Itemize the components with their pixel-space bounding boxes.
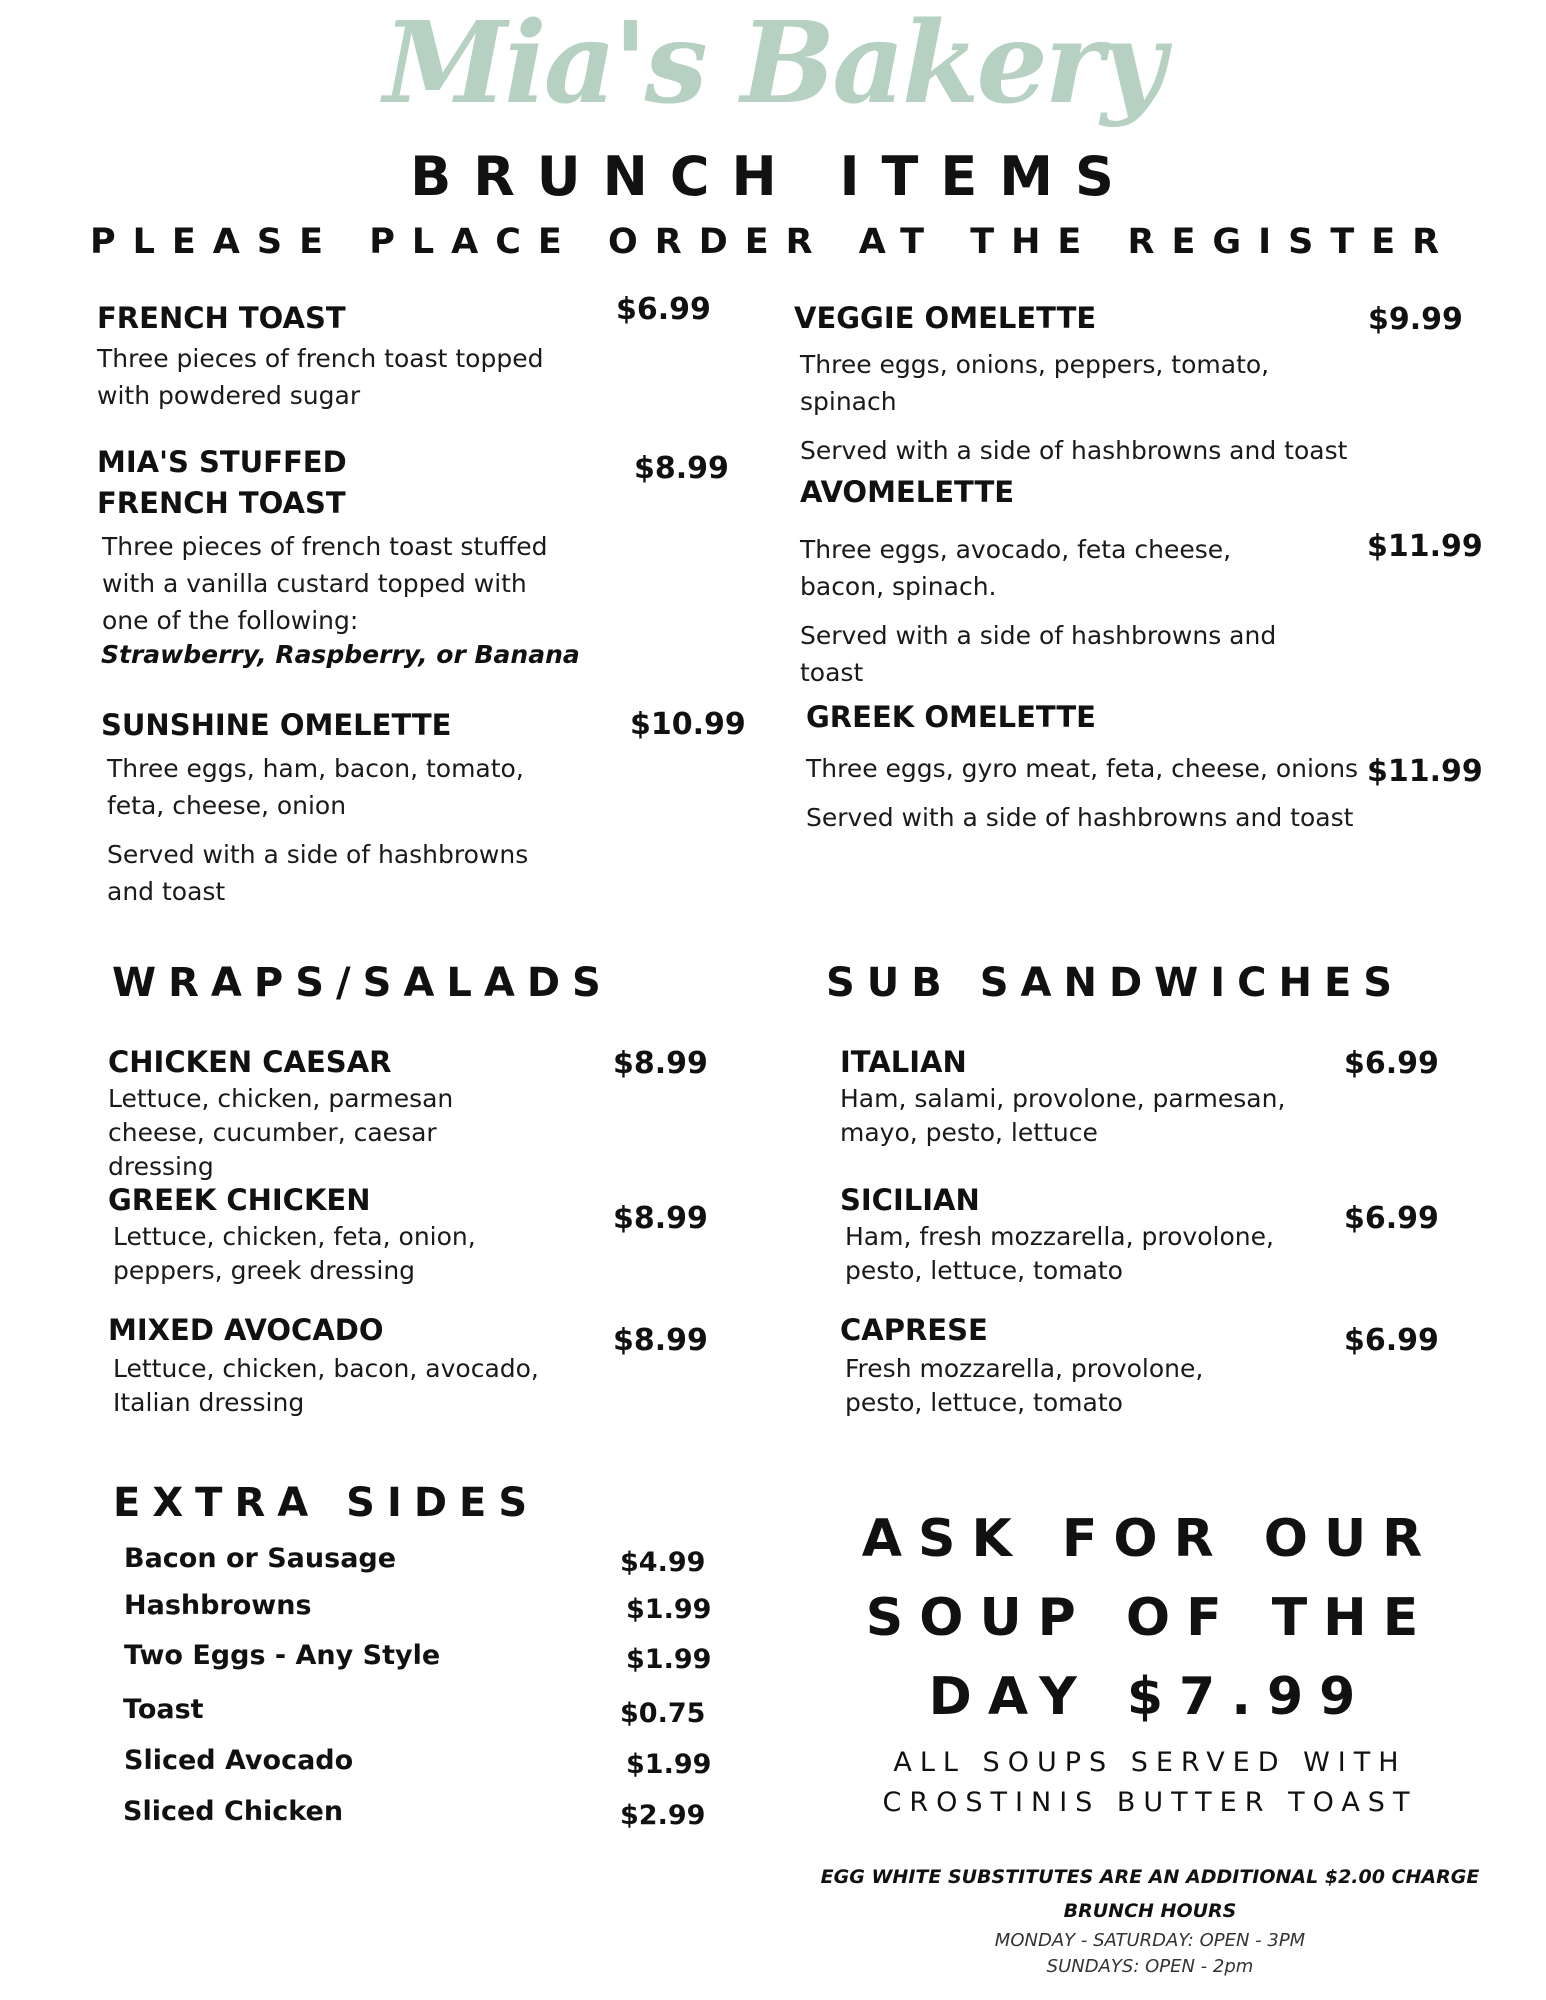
side-price-bacon-sausage: $4.99 xyxy=(620,1547,706,1578)
side-name-sliced-chicken: Sliced Chicken xyxy=(123,1796,344,1827)
egg-white-note: EGG WHITE SUBSTITUTES ARE AN ADDITIONAL $2.00 CHARGE xyxy=(820,1866,1480,1888)
side-price-toast: $0.75 xyxy=(620,1698,706,1729)
item-options-stuffed-french-toast: Strawberry, Raspberry, or Banana xyxy=(101,640,580,669)
soup-of-the-day-promo xyxy=(790,1500,1510,1823)
soup-line-1: ASK FOR OUR xyxy=(861,1509,1439,1569)
section-heading-wraps-salads: WRAPS/SALADS xyxy=(112,960,613,1006)
item-price-italian: $6.99 xyxy=(1344,1046,1439,1081)
item-price-greek-omelette: $11.99 xyxy=(1367,754,1483,789)
item-desc-caprese: Fresh mozzarella, provolone, pesto, lettuce, tomato xyxy=(845,1354,1204,1417)
side-name-bacon-sausage: Bacon or Sausage xyxy=(124,1543,397,1574)
item-desc-sunshine-omelette: Three eggs, ham, bacon, tomato, feta, cheese, onion Served with a side of hashbrowns and toast xyxy=(107,754,529,906)
item-name-stuffed-french-toast-line2: FRENCH TOAST xyxy=(97,486,346,520)
item-name-stuffed-french-toast-line1: MIA'S STUFFED xyxy=(97,445,347,479)
side-price-two-eggs: $1.99 xyxy=(626,1644,712,1675)
item-price-veggie-omelette: $9.99 xyxy=(1368,302,1463,337)
footer-notes xyxy=(790,1862,1510,1980)
item-desc-veggie-omelette: Three eggs, onions, peppers, tomato, spinach Served with a side of hashbrowns and toast xyxy=(800,350,1348,465)
menu-subtitle: PLEASE PLACE ORDER AT THE REGISTER xyxy=(89,222,1457,262)
item-name-greek-omelette: GREEK OMELETTE xyxy=(806,700,1096,734)
item-name-veggie-omelette: VEGGIE OMELETTE xyxy=(794,301,1097,335)
side-name-hashbrowns: Hashbrowns xyxy=(124,1590,312,1621)
item-price-chicken-caesar: $8.99 xyxy=(613,1046,708,1081)
soup-line-2: SOUP OF THE xyxy=(865,1588,1435,1648)
item-name-mixed-avocado: MIXED AVOCADO xyxy=(108,1313,384,1347)
side-price-sliced-avocado: $1.99 xyxy=(626,1749,712,1780)
menu-title: BRUNCH ITEMS xyxy=(410,145,1136,208)
item-desc-greek-omelette: Three eggs, gyro meat, feta, cheese, onions Served with a side of hashbrowns and toast xyxy=(806,754,1359,832)
item-price-stuffed-french-toast: $8.99 xyxy=(634,451,729,486)
soup-sub-line-2: CROSTINIS BUTTER TOAST xyxy=(882,1787,1418,1818)
hours-weekday: MONDAY - SATURDAY: OPEN - 3PM xyxy=(994,1930,1306,1951)
item-desc-avomelette: Three eggs, avocado, feta cheese, bacon, spinach. Served with a side of hashbrowns and toast xyxy=(800,535,1277,687)
side-name-two-eggs: Two Eggs - Any Style xyxy=(124,1640,441,1671)
item-name-caprese: CAPRESE xyxy=(840,1313,988,1347)
item-desc-stuffed-french-toast: Three pieces of french toast stuffed with a vanilla custard topped with one of the following: xyxy=(102,532,548,635)
hours-sunday: SUNDAYS: OPEN - 2pm xyxy=(1046,1956,1254,1977)
item-desc-greek-chicken: Lettuce, chicken, feta, onion, peppers, greek dressing xyxy=(113,1222,476,1285)
item-price-avomelette: $11.99 xyxy=(1367,529,1483,564)
soup-sub-line-1: ALL SOUPS SERVED WITH xyxy=(893,1747,1407,1778)
item-name-greek-chicken: GREEK CHICKEN xyxy=(108,1183,371,1217)
item-name-avomelette: AVOMELETTE xyxy=(800,475,1015,509)
item-desc-sicilian: Ham, fresh mozzarella, provolone, pesto, lettuce, tomato xyxy=(845,1222,1274,1285)
item-price-greek-chicken: $8.99 xyxy=(613,1201,708,1236)
item-desc-chicken-caesar: Lettuce, chicken, parmesan cheese, cucumber, caesar dressing xyxy=(108,1084,454,1181)
side-name-toast: Toast xyxy=(123,1694,204,1725)
item-name-chicken-caesar: CHICKEN CAESAR xyxy=(108,1045,392,1079)
item-price-sicilian: $6.99 xyxy=(1344,1201,1439,1236)
item-desc-mixed-avocado: Lettuce, chicken, bacon, avocado, Italian dressing xyxy=(113,1354,539,1417)
soup-line-3: DAY $7.99 xyxy=(928,1667,1372,1727)
item-price-french-toast: $6.99 xyxy=(616,292,711,327)
item-name-italian: ITALIAN xyxy=(840,1045,967,1079)
item-price-sunshine-omelette: $10.99 xyxy=(630,707,746,742)
item-desc-italian: Ham, salami, provolone, parmesan, mayo, pesto, lettuce xyxy=(840,1084,1286,1147)
section-heading-sub-sandwiches: SUB SANDWICHES xyxy=(826,960,1405,1006)
item-name-sicilian: SICILIAN xyxy=(840,1183,980,1217)
item-price-caprese: $6.99 xyxy=(1344,1323,1439,1358)
section-heading-extra-sides: EXTRA SIDES xyxy=(113,1480,540,1526)
item-price-mixed-avocado: $8.99 xyxy=(613,1323,708,1358)
side-price-hashbrowns: $1.99 xyxy=(626,1594,712,1625)
side-price-sliced-chicken: $2.99 xyxy=(620,1800,706,1831)
item-name-sunshine-omelette: SUNSHINE OMELETTE xyxy=(101,708,452,742)
item-desc-french-toast: Three pieces of french toast topped with powdered sugar xyxy=(97,344,544,410)
brunch-hours-title: BRUNCH HOURS xyxy=(1063,1900,1237,1922)
side-name-sliced-avocado: Sliced Avocado xyxy=(124,1745,354,1776)
item-name-french-toast: FRENCH TOAST xyxy=(97,301,346,335)
bakery-logo: Mia's Bakery xyxy=(383,0,1163,129)
